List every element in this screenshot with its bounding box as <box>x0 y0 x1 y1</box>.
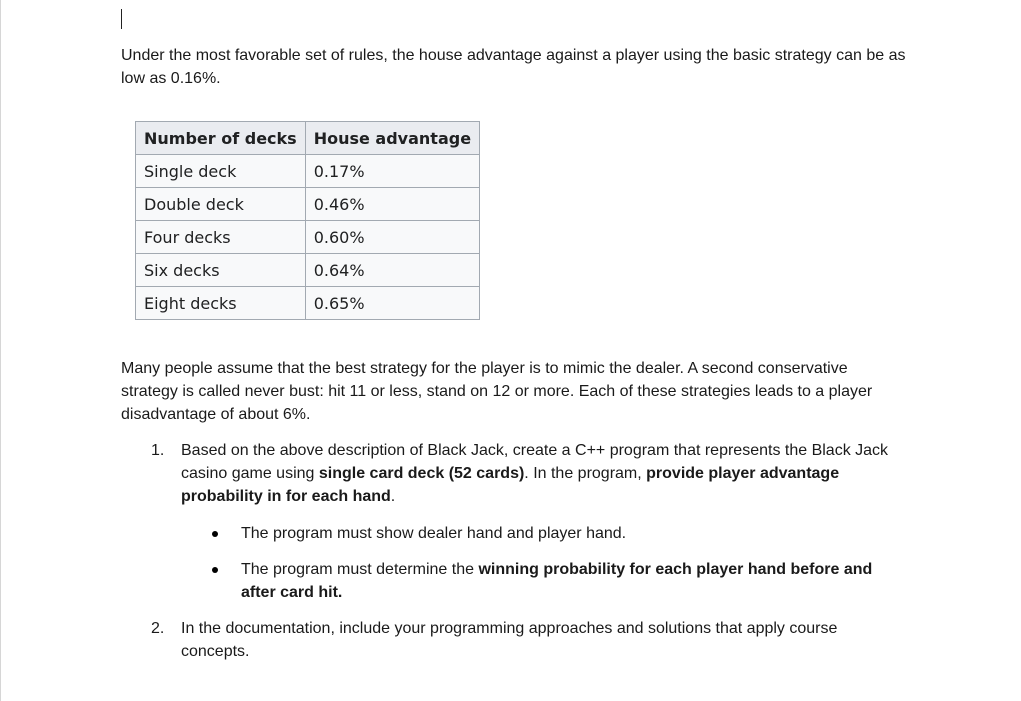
header-house-advantage: House advantage <box>305 122 479 155</box>
table-row <box>136 188 480 221</box>
table-cell-decks: Four decks <box>136 221 306 254</box>
text-cursor <box>121 9 122 29</box>
table-row <box>136 254 480 287</box>
intro-paragraph: Under the most favorable set of rules, the house advantage against a player using the basic strategy can be as low as 0.16%. <box>121 47 906 87</box>
table-cell-decks: Six decks <box>136 254 306 287</box>
bold-run: winning probability for each player hand before and after card hit. <box>241 561 873 601</box>
bullet-item <box>241 522 901 545</box>
strategy-paragraph: Many people assume that the best strategy for the player is to mimic the dealer. A second conservative strategy is called never bust: hit 11 or less, stand on 12 or more. Each of these strategies leads to a player disadvantage of about 6%. <box>121 360 873 423</box>
list-number: 1. <box>151 442 165 459</box>
table-cell-decks: Single deck <box>136 155 306 188</box>
bold-run: single card deck (52 cards) <box>318 465 525 482</box>
table-cell-decks: Eight decks <box>136 287 306 320</box>
bullet-dot <box>212 567 218 573</box>
table-cell-advantage: 0.46% <box>305 188 479 221</box>
header-number-of-decks: Number of decks <box>136 122 306 155</box>
list-number: 2. <box>151 620 165 637</box>
table-cell-advantage: 0.65% <box>305 287 479 320</box>
table-row <box>136 221 480 254</box>
text-run: . <box>390 488 396 505</box>
text-run: The program must determine the <box>241 561 479 578</box>
table-cell-advantage: 0.64% <box>305 254 479 287</box>
bullet-text <box>241 561 872 601</box>
text-run: . In the program, <box>524 465 647 482</box>
table-cell-decks: Double deck <box>136 188 306 221</box>
list-item-text: In the documentation, include your programming approaches and solutions that apply course concepts. <box>181 620 838 660</box>
bullet-dot <box>212 531 218 537</box>
house-advantage-table <box>135 121 480 320</box>
text-run: Based on the above description of Black Jack, create a C++ program that represents the Black Jack casino game using <box>181 442 889 482</box>
page-left-edge <box>0 0 1 701</box>
table-row <box>136 287 480 320</box>
table-header-row <box>136 122 480 155</box>
table-row <box>136 155 480 188</box>
table-cell-advantage: 0.60% <box>305 221 479 254</box>
bold-run: provide player advantage probability in for each hand <box>181 465 840 505</box>
bullet-item <box>241 558 901 604</box>
bullet-text: The program must show dealer hand and player hand. <box>241 525 627 542</box>
list-item-text <box>181 439 901 508</box>
table-cell-advantage: 0.17% <box>305 155 479 188</box>
